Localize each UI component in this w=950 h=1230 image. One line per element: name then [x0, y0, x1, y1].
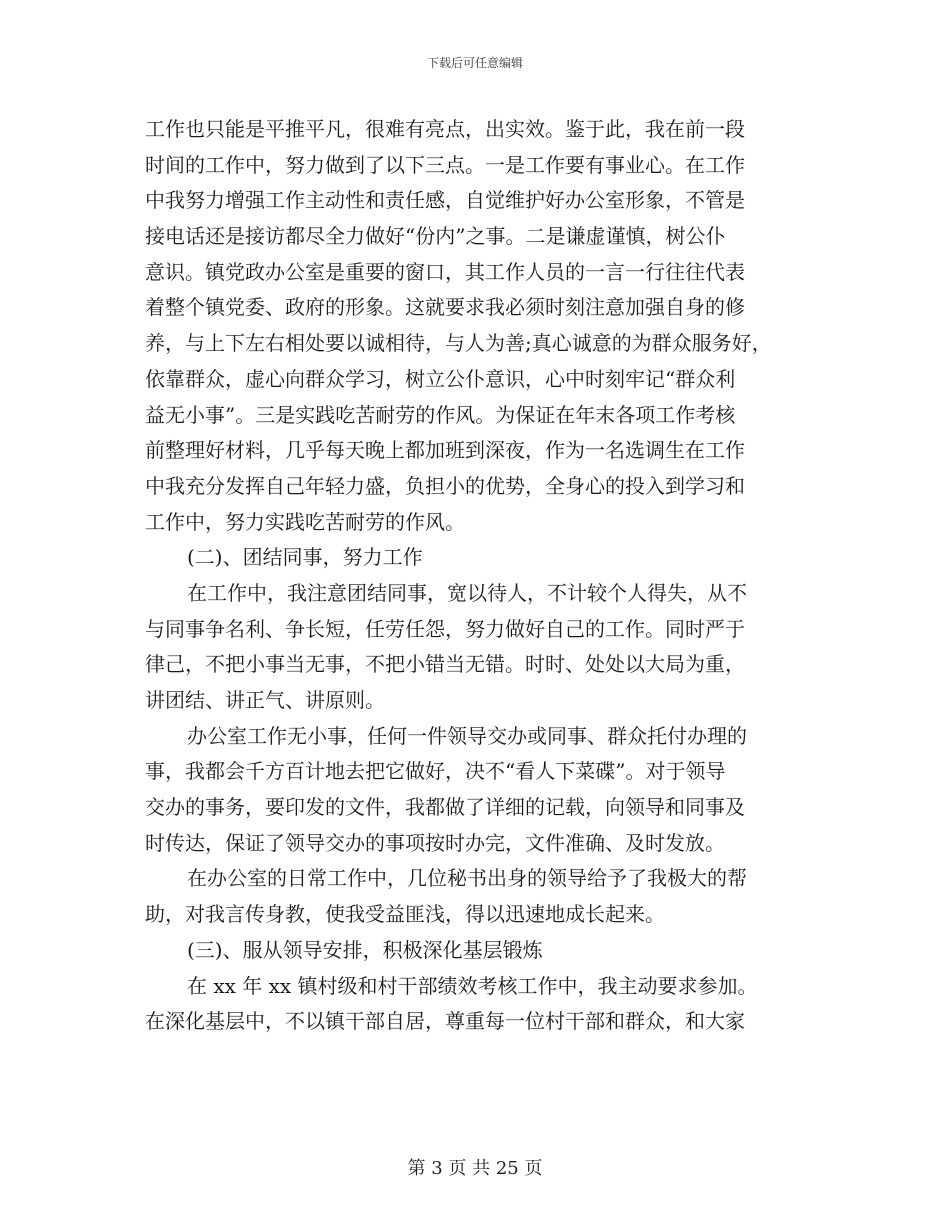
- text-line: 与同事争名利、争长短，任劳任怨，努力做好自己的工作。同时严于: [145, 616, 745, 641]
- text-line: 养，与上下左右相处要以诚相待，与人为善;真心诚意的为群众服务好，: [145, 331, 772, 356]
- text-line: 中我充分发挥自己年轻力盛，负担小的优势，全身心的投入到学习和: [145, 473, 745, 498]
- section-heading: (三)、服从领导安排，积极深化基层锻炼: [187, 937, 543, 962]
- text-line: 着整个镇党委、政府的形象。这就要求我必须时刻注意加强自身的修: [145, 295, 745, 320]
- text-line: 律己，不把小事当无事，不把小错当无错。时时、处处以大局为重，: [145, 652, 745, 677]
- text-line: 工作中，努力实践吃苦耐劳的作风。: [145, 509, 465, 534]
- text-line: 前整理好材料，几乎每天晚上都加班到深夜，作为一名选调生在工作: [145, 438, 745, 463]
- section-heading: (二)、团结同事，努力工作: [187, 545, 423, 570]
- text-line: 时传达，保证了领导交办的事项按时办完，文件准确、及时发放。: [145, 830, 725, 855]
- text-line: 意识。镇党政办公室是重要的窗口，其工作人员的一言一行往往代表: [145, 259, 745, 284]
- document-body: [145, 112, 815, 1040]
- text-line: 依靠群众，虚心向群众学习，树立公仆意识，心中时刻牢记“群众利: [145, 366, 736, 391]
- text-line: 在办公室的日常工作中，几位秘书出身的领导给予了我极大的帮: [187, 866, 747, 891]
- text-line: 办公室工作无小事，任何一件领导交办或同事、群众托付办理的: [187, 723, 747, 748]
- page-header: 下载后可任意编辑: [426, 56, 523, 70]
- text-line: 在 xx 年 xx 镇村级和村干部绩效考核工作中，我主动要求参加。: [187, 973, 758, 998]
- text-line: 中我努力增强工作主动性和责任感，自觉维护好办公室形象，不管是: [145, 188, 745, 213]
- text-line: 时间的工作中，努力做到了以下三点。一是工作要有事业心。在工作: [145, 152, 745, 177]
- text-line: 工作也只能是平推平凡，很难有亮点，出实效。鉴于此，我在前一段: [145, 117, 745, 141]
- text-line: 讲团结、讲正气、讲原则。: [145, 688, 385, 712]
- text-line: 事，我都会千方百计地去把它做好，决不“看人下菜碟”。对于领导: [145, 759, 726, 784]
- text-line: 在工作中，我注意团结同事，宽以待人，不计较个人得失，从不: [187, 580, 747, 605]
- text-line: 助，对我言传身教，使我受益匪浅，得以迅速地成长起来。: [145, 902, 665, 927]
- text-line: 益无小事”。三是实践吃苦耐劳的作风。为保证在年末各项工作考核: [145, 402, 736, 427]
- text-line: 接电话还是接访都尽全力做好“份内”之事。二是谦虚谨慎，树公仆: [145, 224, 726, 249]
- page-number: 第 3 页 共 25 页: [407, 1158, 543, 1179]
- text-line: 在深化基层中，不以镇干部自居，尊重每一位村干部和群众，和大家: [145, 1009, 745, 1034]
- text-line: 交办的事务，要印发的文件，我都做了详细的记载，向领导和同事及: [145, 795, 745, 820]
